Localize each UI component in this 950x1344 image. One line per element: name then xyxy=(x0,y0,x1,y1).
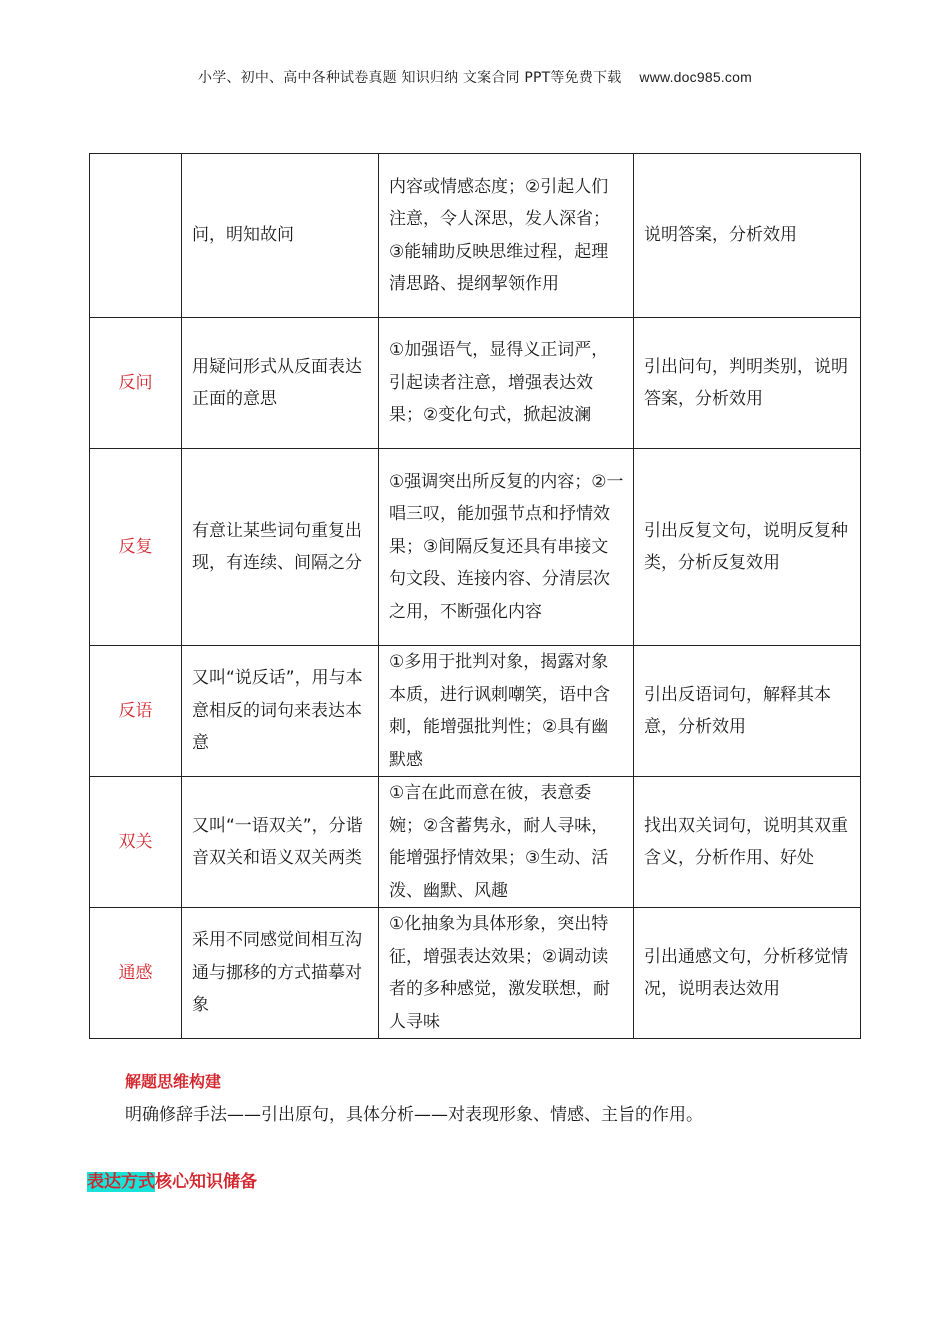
device-name: 反问 xyxy=(90,318,182,449)
device-name: 反复 xyxy=(90,449,182,646)
device-method: 引出反语词句，解释其本意，分析效用 xyxy=(634,646,861,777)
device-method: 说明答案，分析效用 xyxy=(634,154,861,318)
table-row xyxy=(90,646,861,777)
device-name: 通感 xyxy=(90,908,182,1039)
section-body: 明确修辞手法——引出原句，具体分析——对表现形象、情感、主旨的作用。 xyxy=(125,1105,703,1125)
device-definition: 有意让某些词句重复出现，有连续、间隔之分 xyxy=(182,449,379,646)
device-effect: ①强调突出所反复的内容；②一唱三叹，能加强节点和抒情效果；③间隔反复还具有串接文句文段、连接内容、分清层次之用，不断强化内容 xyxy=(379,449,634,646)
table-row xyxy=(90,908,861,1039)
table-row xyxy=(90,154,861,318)
core-heading xyxy=(87,1167,257,1192)
device-effect: 内容或情感态度；②引起人们注意，令人深思，发人深省；③能辅助反映思维过程，起理清思路、提纲挈领作用 xyxy=(379,154,634,318)
device-method: 找出双关词句，说明其双重含义，分析作用、好处 xyxy=(634,777,861,908)
device-effect: ①化抽象为具体形象，突出特征，增强表达效果；②调动读者的多种感觉，激发联想，耐人寻味 xyxy=(379,908,634,1039)
device-effect: ①多用于批判对象，揭露对象本质，进行讽刺嘲笑，语中含刺，能增强批判性；②具有幽默感 xyxy=(379,646,634,777)
device-definition: 用疑问形式从反面表达正面的意思 xyxy=(182,318,379,449)
device-method: 引出通感文句，分析移觉情况，说明表达效用 xyxy=(634,908,861,1039)
page-header xyxy=(0,67,950,87)
device-definition: 又叫“说反话”，用与本意相反的词句来表达本意 xyxy=(182,646,379,777)
table-row xyxy=(90,449,861,646)
device-definition: 问，明知故问 xyxy=(182,154,379,318)
section-title: 解题思维构建 xyxy=(125,1072,222,1091)
rhetoric-table xyxy=(89,153,861,1039)
device-definition: 又叫“一语双关”，分谐音双关和语义双关两类 xyxy=(182,777,379,908)
core-heading-highlight: 表达方式 xyxy=(87,1172,155,1192)
device-method: 引出反复文句，说明反复种类，分析反复效用 xyxy=(634,449,861,646)
table-row xyxy=(90,777,861,908)
header-text: 小学、初中、高中各种试卷真题 知识归纳 文案合同 PPT等免费下载 xyxy=(198,70,622,86)
device-effect: ①言在此而意在彼，表意委婉；②含蓄隽永，耐人寻味，能增强抒情效果；③生动、活泼、幽默、风趣 xyxy=(379,777,634,908)
device-name xyxy=(90,154,182,318)
device-name: 反语 xyxy=(90,646,182,777)
device-name: 双关 xyxy=(90,777,182,908)
device-definition: 采用不同感觉间相互沟通与挪移的方式描摹对象 xyxy=(182,908,379,1039)
device-method: 引出问句，判明类别，说明答案，分析效用 xyxy=(634,318,861,449)
core-heading-rest: 核心知识储备 xyxy=(155,1172,257,1192)
table-row xyxy=(90,318,861,449)
header-site-link[interactable]: www.doc985.com xyxy=(639,69,752,85)
device-effect: ①加强语气，显得义正词严，引起读者注意，增强表达效果；②变化句式，掀起波澜 xyxy=(379,318,634,449)
